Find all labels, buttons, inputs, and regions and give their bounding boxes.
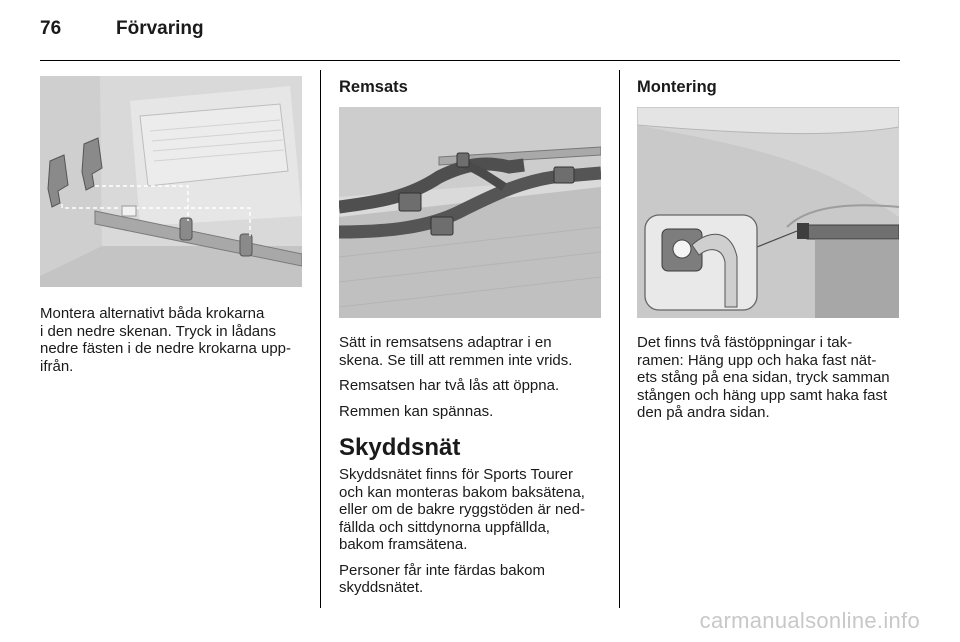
text-line: skena. Se till att remmen inte vrids. [339,351,573,369]
skyddsnat-paragraph [339,466,611,554]
text-line: bakom framsätena. [339,536,468,553]
skyddsnat-paragraph [339,562,611,597]
remsats-paragraph [339,334,611,369]
caption-line: nedre fästen i de nedre krokarna upp- [40,340,291,357]
text-line: Remmen kan spännas. [339,402,494,420]
page-section-title: Förvaring [116,18,204,39]
montering-text [637,334,913,422]
text-line: skyddsnätet. [339,579,424,596]
remsats-paragraph [339,377,611,395]
montering-heading: Montering [637,78,717,96]
page-header [40,18,900,48]
text-line: och kan monteras bakom baksätena, [339,483,585,501]
skyddsnat-text [339,466,611,605]
mounting-illustration [637,107,899,318]
text-line: ets stång på ena sidan, tryck samman [637,369,890,386]
remsats-paragraph [339,403,611,421]
text-line: eller om de bakre ryggstöden är ned- [339,501,585,518]
strap-kit-illustration [339,107,601,318]
skyddsnat-heading: Skyddsnät [339,434,461,461]
text-line: ramen: Häng upp och haka fast nät- [637,351,877,369]
text-line: Personer får inte färdas bakom [339,561,545,579]
left-caption [40,305,312,375]
text-line: den på andra sidan. [637,404,770,421]
column-divider-left [320,70,321,608]
remsats-text [339,334,611,428]
page-number: 76 [40,18,62,39]
watermark: carmanualsonline.info [699,608,920,633]
caption-line: ifrån. [40,357,74,375]
column-divider-right [619,70,620,608]
text-line: fällda och sittdynorna uppfällda, [339,518,550,536]
header-rule [40,60,900,61]
text-line: Det finns två fästöppningar i tak- [637,334,853,351]
text-line: stången och häng upp samt haka fast [637,386,888,404]
text-line: Remsatsen har två lås att öppna. [339,377,560,394]
remsats-heading: Remsats [339,78,408,96]
caption-line: Montera alternativt båda krokarna [40,305,265,322]
caption-line: i den nedre skenan. Tryck in lådans [40,322,276,340]
text-line: Sätt in remsatsens adaptrar i en [339,334,552,351]
text-line: Skyddsnätet finns för Sports Tourer [339,466,574,483]
hooks-illustration [40,76,302,287]
